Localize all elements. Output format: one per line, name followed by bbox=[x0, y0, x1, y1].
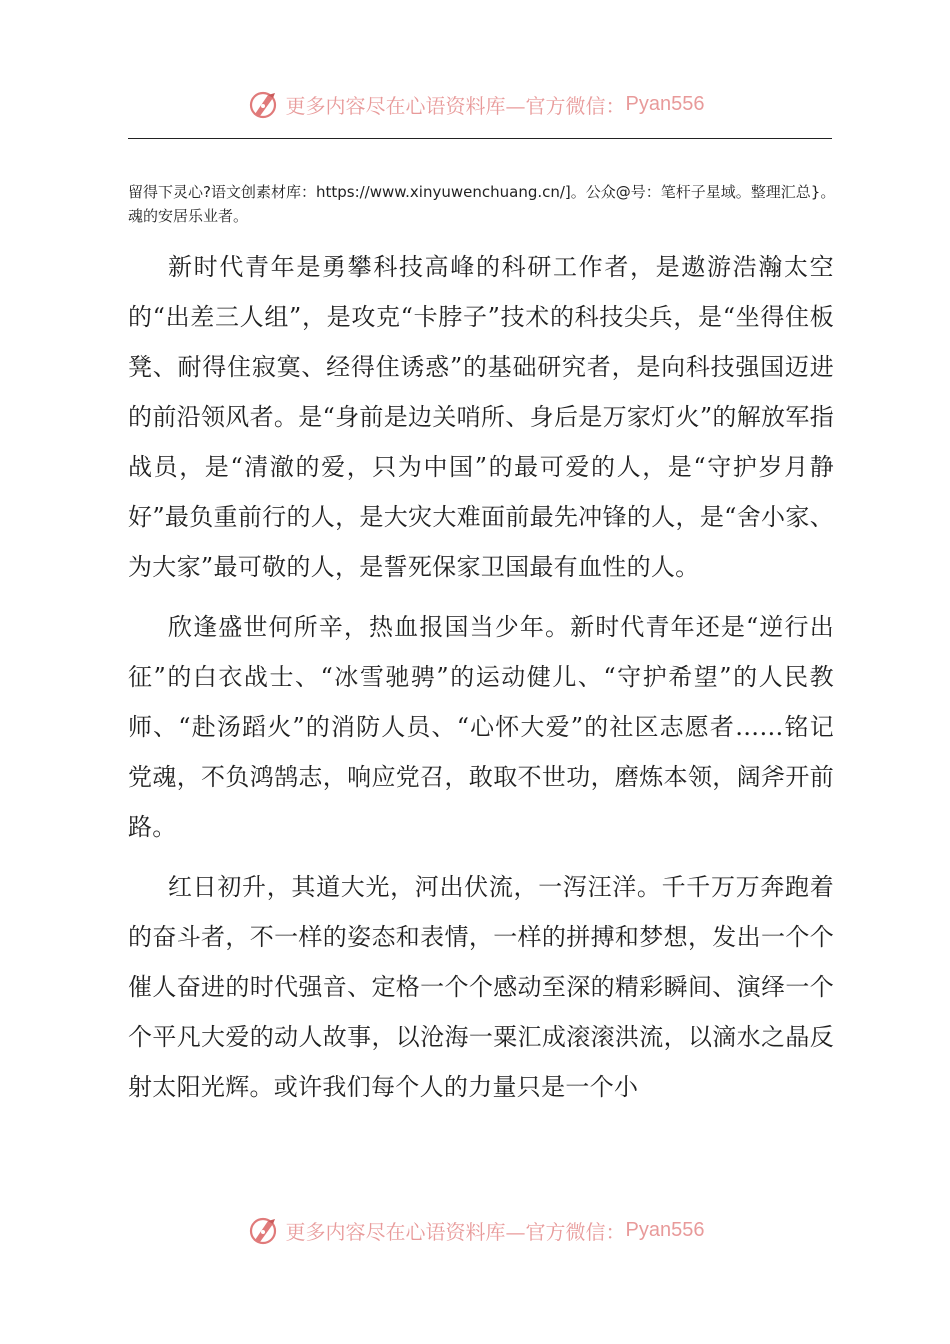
source-note: 留得下灵心?语文创素材库：https://www.xinyuwenchuang.cn/]。公众@号：笔杆子星域。整理汇总}。魂的安居乐业者。 bbox=[128, 183, 836, 225]
article-body bbox=[128, 242, 834, 1122]
paragraph: 新时代青年是勇攀科技高峰的科研工作者，是遨游浩瀚太空的“出差三人组”，是攻克“卡脖子”技术的科技尖兵，是“坐得住板凳、耐得住寂寞、经得住诱惑”的基础研究者，是向科技强国迈进的前沿领风者。是“身前是边关哨所、身后是万家灯火”的解放军指战员，是“清澈的爱，只为中国”的最可爱的人，是“守护岁月静好”最负重前行的人，是大灾大难面前最先冲锋的人，是“舍小家、为大家”最可敬的人，是誓死保家卫国最有血性的人。 bbox=[128, 253, 834, 581]
pen-nib-logo-icon bbox=[246, 1213, 280, 1247]
wechat-id: Pyan556 bbox=[625, 92, 705, 115]
footer-banner bbox=[0, 1210, 950, 1250]
paragraph: 欣逢盛世何所辛，热血报国当少年。新时代青年还是“逆行出征”的白衣战士、“冰雪驰骋”的运动健儿、“守护希望”的人民教师、“赴汤蹈火”的消防人员、“心怀大爱”的社区志愿者……铭记党魂，不负鸿鹄志，响应党召，敢取不世功，磨炼本领，阔斧开前路。 bbox=[128, 613, 834, 841]
paragraph: 红日初升，其道大光，河出伏流，一泻汪洋。千千万万奔跑着的奋斗者，不一样的姿态和表情，一样的拼搏和梦想，发出一个个催人奋进的时代强音、定格一个个感动至深的精彩瞬间、演绎一个个平凡大爱的动人故事，以沧海一粟汇成滚滚洪流，以滴水之晶反射太阳光辉。或许我们每个人的力量只是一个小 bbox=[128, 873, 834, 1101]
header-divider bbox=[128, 138, 832, 139]
banner-text: 更多内容尽在心语资料库—官方微信： bbox=[285, 1219, 626, 1244]
banner-text: 更多内容尽在心语资料库—官方微信： bbox=[285, 93, 626, 118]
wechat-id: Pyan556 bbox=[625, 1218, 705, 1241]
header-banner bbox=[0, 84, 950, 124]
pen-nib-logo-icon bbox=[246, 87, 280, 121]
